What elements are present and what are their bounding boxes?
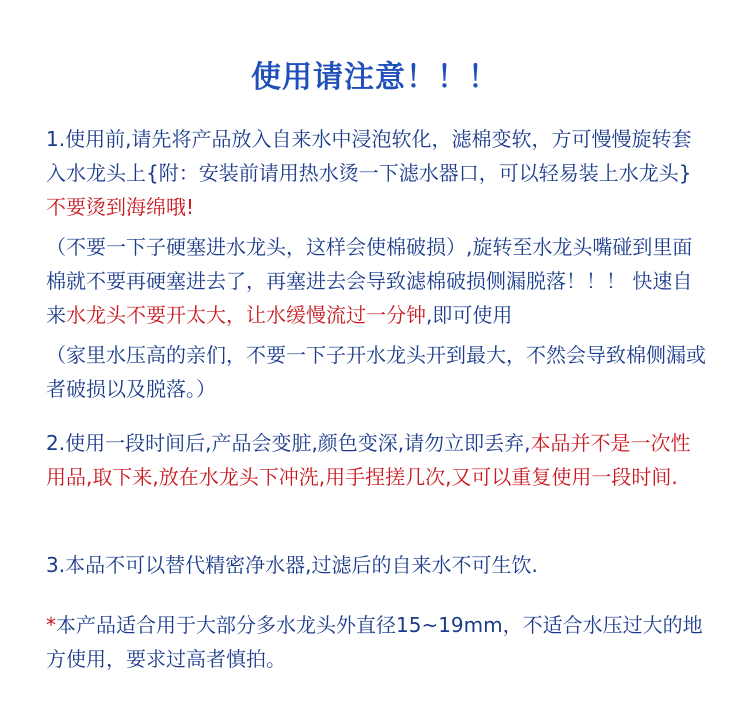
instruction-1-detail [46,230,710,332]
compatibility-note [46,608,710,676]
instruction-3 [46,548,710,582]
instruction-2 [46,426,710,494]
instruction-2-text: 2.使用一段时间后,产品会变脏,颜色变深,请勿立即丢弃, [46,431,531,455]
instruction-1 [46,122,710,224]
instruction-1-warning: 不要烫到海绵哦! [46,195,195,219]
instruction-1-detail-warning: 水龙头不要开太大，让水缓慢流过一分钟 [66,303,426,327]
instruction-3-text: 3.本品不可以替代精密净水器,过滤后的自来水不可生饮. [46,553,538,577]
instruction-1-detail-text: （不要一下子硬塞进水龙头，这样会使棉破损）,旋转至水龙头嘴碰到里面棉就不要再硬塞进去了，再塞进去会导致滤棉破损侧漏脱落！！！ 快速自来 [46,235,693,327]
instruction-1-note-text: （家里水压高的亲们，不要一下子开水龙头开到最大，不然会导致棉侧漏或者破损以及脱落。） [46,343,706,401]
asterisk-mark: * [46,613,56,637]
page-title: 使用请注意！！！ [251,60,499,95]
instruction-1-note [46,338,710,406]
instruction-1-text: 1.使用前,请先将产品放入自来水中浸泡软化，滤棉变软，方可慢慢旋转套入水龙头上{附：安装前请用热水烫一下滤水器口，可以轻易装上水龙头} [46,127,692,185]
compatibility-note-text: 本产品适合用于大部分多水龙头外直径15~19mm，不适合水压过大的地方使用，要求过高者慎拍。 [46,613,703,671]
instruction-2-warning: 本品并不是一次性用品,取下来,放在水龙头下冲洗,用手捏搓几次,又可以重复使用一段时间. [46,431,691,489]
instruction-1-detail-end: ,即可使用 [426,303,513,327]
